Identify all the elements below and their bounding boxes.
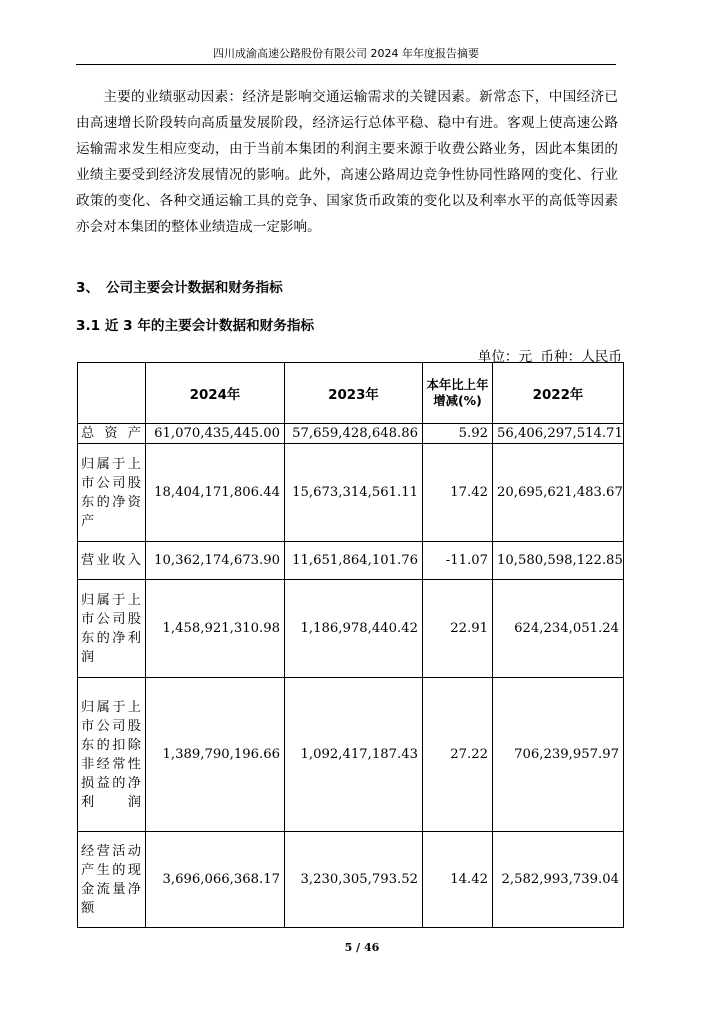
row-label: 营业收入 <box>78 542 146 580</box>
page-header: 四川成渝高速公路股份有限公司 2024 年年度报告摘要 <box>76 46 616 65</box>
row-label: 归属于上市公司股东的扣除非经常性损益的净利润 <box>78 678 146 832</box>
value-2022: 706,239,957.97 <box>493 678 624 832</box>
value-2022: 2,582,993,739.04 <box>493 832 624 928</box>
value-change: 22.91 <box>423 580 493 678</box>
value-2024: 3,696,066,368.17 <box>146 832 285 928</box>
table-row <box>78 580 624 678</box>
table-row <box>78 832 624 928</box>
value-2023: 1,186,978,440.42 <box>285 580 423 678</box>
row-label: 归属于上市公司股东的净资产 <box>78 444 146 542</box>
value-2023: 11,651,864,101.76 <box>285 542 423 580</box>
value-2022: 20,695,621,483.67 <box>493 444 624 542</box>
value-2023: 57,659,428,648.86 <box>285 424 423 444</box>
value-change: 17.42 <box>423 444 493 542</box>
row-label: 经营活动产生的现金流量净额 <box>78 832 146 928</box>
value-2023: 1,092,417,187.43 <box>285 678 423 832</box>
performance-drivers-paragraph: 主要的业绩驱动因素：经济是影响交通运输需求的关键因素。新常态下，中国经济已由高速增长阶段转向高质量发展阶段，经济运行总体平稳、稳中有进。客观上使高速公路运输需求发生相应变动，由于当前本集团的利润主要来源于收费公路业务，因此本集团的业绩主要受到经济发展情况的影响。此外，高速公路周边竞争性协同性路网的变化、行业政策的变化、各种交通运输工具的竞争、国家货币政策的变化以及利率水平的高低等因素亦会对本集团的整体业绩造成一定影响。 <box>76 89 618 235</box>
subsection-heading: 3.1 近 3 年的主要会计数据和财务指标 <box>76 318 315 334</box>
value-2024: 1,458,921,310.98 <box>146 580 285 678</box>
financial-data-table <box>77 362 624 928</box>
value-2024: 61,070,435,445.00 <box>146 424 285 444</box>
section-number: 3、 <box>76 280 100 296</box>
table-row <box>78 444 624 542</box>
currency-unit-note: 单位：元 币种：人民币 <box>477 349 622 365</box>
value-2023: 3,230,305,793.52 <box>285 832 423 928</box>
value-change: 14.42 <box>423 832 493 928</box>
header-2022: 2022年 <box>493 363 624 424</box>
table-row <box>78 678 624 832</box>
header-2024: 2024年 <box>146 363 285 424</box>
header-2023: 2023年 <box>285 363 423 424</box>
section-heading <box>76 276 283 296</box>
row-label: 总资产 <box>78 424 146 444</box>
value-2024: 1,389,790,196.66 <box>146 678 285 832</box>
table-header-row <box>78 363 624 424</box>
value-2022: 56,406,297,514.71 <box>493 424 624 444</box>
value-change: -11.07 <box>423 542 493 580</box>
page-number: 5 / 46 <box>344 941 380 954</box>
section-title: 公司主要会计数据和财务指标 <box>106 280 283 296</box>
value-change: 5.92 <box>423 424 493 444</box>
value-2024: 18,404,171,806.44 <box>146 444 285 542</box>
header-blank <box>78 363 146 424</box>
value-2024: 10,362,174,673.90 <box>146 542 285 580</box>
value-2022: 624,234,051.24 <box>493 580 624 678</box>
value-change: 27.22 <box>423 678 493 832</box>
table-row <box>78 542 624 580</box>
value-2022: 10,580,598,122.85 <box>493 542 624 580</box>
header-change: 本年比上年增减(%) <box>423 363 493 424</box>
table-row <box>78 424 624 444</box>
value-2023: 15,673,314,561.11 <box>285 444 423 542</box>
row-label: 归属于上市公司股东的净利润 <box>78 580 146 678</box>
